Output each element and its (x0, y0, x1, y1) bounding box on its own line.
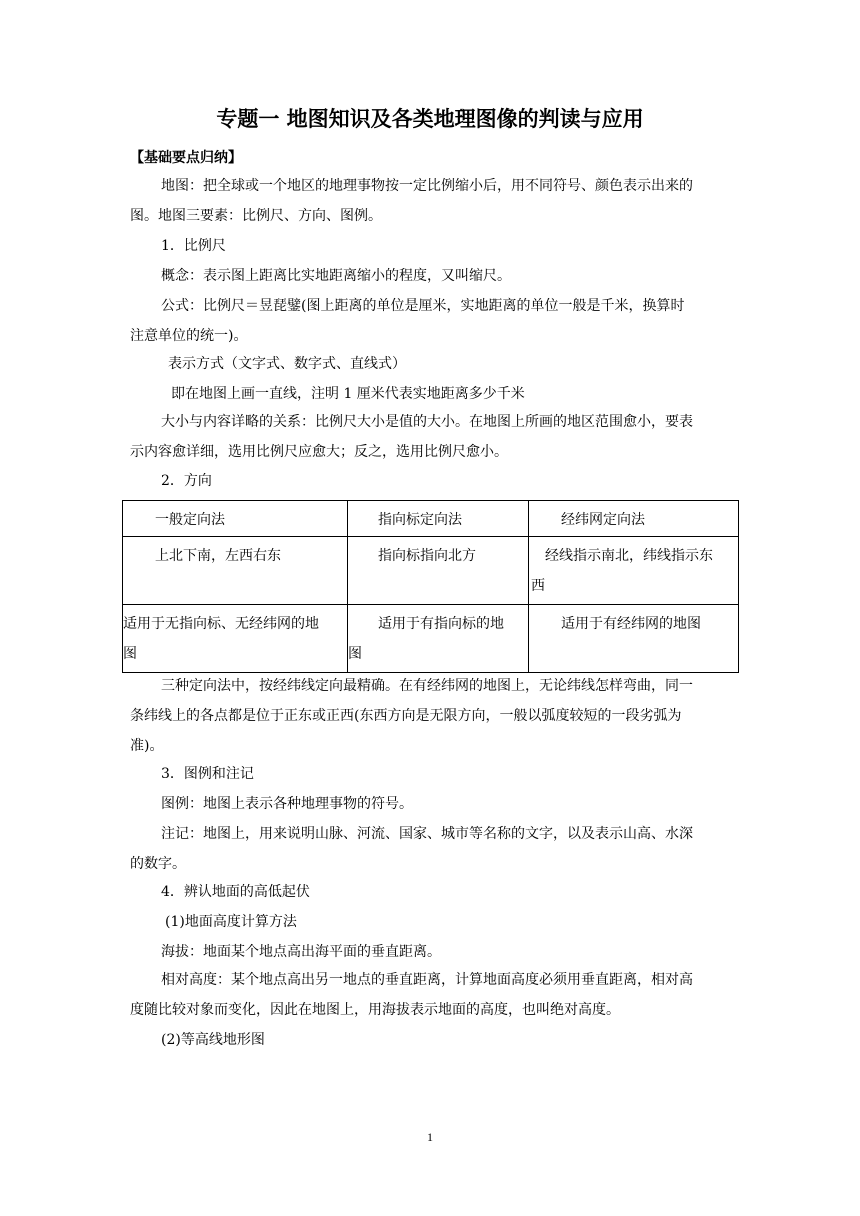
paragraph-line: 准)。 (130, 738, 164, 754)
table-cell: 上北下南，左西右东 (123, 537, 348, 605)
paragraph-line: (1)地面高度计算方法 (165, 914, 297, 930)
paragraph-line: 注意单位的统一)。 (130, 328, 248, 344)
direction-methods-table (122, 500, 739, 673)
paragraph-line: 即在地图上画一直线，注明 1 厘米代表实地距离多少千米 (171, 386, 525, 402)
subsection-heading: 2．方向 (161, 473, 212, 489)
paragraph-line: 度随比较对象而变化，因此在地图上，用海拔表示地面的高度，也叫绝对高度。 (130, 1002, 620, 1018)
paragraph-line: 三种定向法中，按经纬线定向最精确。在有经纬网的地图上，无论纬线怎样弯曲，同一 (161, 678, 693, 694)
paragraph-line: 地图：把全球或一个地区的地理事物按一定比例缩小后，用不同符号、颜色表示出来的 (161, 178, 693, 194)
paragraph-line: 公式：比例尺＝昱琵鐾(图上距离的单位是厘米，实地距离的单位一般是千米，换算时 (161, 298, 685, 314)
table-header-cell: 指向标定向法 (348, 501, 529, 537)
subsection-heading: 3．图例和注记 (161, 766, 254, 782)
table-header-cell: 一般定向法 (123, 501, 348, 537)
table-row (123, 537, 739, 605)
paragraph-line: (2)等高线地形图 (161, 1032, 265, 1048)
paragraph-line: 示内容愈详细，选用比例尺应愈大；反之，选用比例尺愈小。 (130, 444, 508, 460)
paragraph-line: 注记：地图上，用来说明山脉、河流、国家、城市等名称的文字，以及表示山高、水深 (161, 826, 693, 842)
table-cell: 适用于无指向标、无经纬网的地 图 (123, 605, 348, 673)
paragraph-line: 图例：地图上表示各种地理事物的符号。 (161, 796, 413, 812)
table-row (123, 605, 739, 673)
table-row (123, 501, 739, 537)
table-header-cell: 经纬网定向法 (529, 501, 739, 537)
paragraph-line: 条纬线上的各点都是位于正东或正西(东西方向是无限方向，一般以弧度较短的一段劣弧为 (130, 708, 682, 724)
paragraph-line: 的数字。 (130, 856, 186, 872)
page-title: 专题一 地图知识及各类地理图像的判读与应用 (216, 107, 644, 131)
table-cell: 指向标指向北方 (348, 537, 529, 605)
paragraph-line: 图。地图三要素：比例尺、方向、图例。 (130, 208, 382, 224)
section-heading: 【基础要点归纳】 (130, 150, 242, 166)
paragraph-line: 表示方式（文字式、数字式、直线式） (168, 356, 406, 372)
paragraph-line: 相对高度：某个地点高出另一地点的垂直距离，计算地面高度必须用垂直距离，相对高 (161, 972, 693, 988)
subsection-heading: 4．辨认地面的高低起伏 (161, 884, 310, 900)
paragraph-line: 大小与内容详略的关系：比例尺大小是值的大小。在地图上所画的地区范围愈小，要表 (161, 414, 693, 430)
paragraph-line: 海拔：地面某个地点高出海平面的垂直距离。 (161, 944, 441, 960)
page-number: 1 (427, 1130, 433, 1144)
table-cell: 适用于有经纬网的地图 (529, 605, 739, 673)
table-cell: 经线指示南北，纬线指示东 西 (529, 537, 739, 605)
subsection-heading: 1．比例尺 (161, 238, 226, 254)
table-cell: 适用于有指向标的地 图 (348, 605, 529, 673)
paragraph-line: 概念：表示图上距离比实地距离缩小的程度，又叫缩尺。 (161, 268, 511, 284)
